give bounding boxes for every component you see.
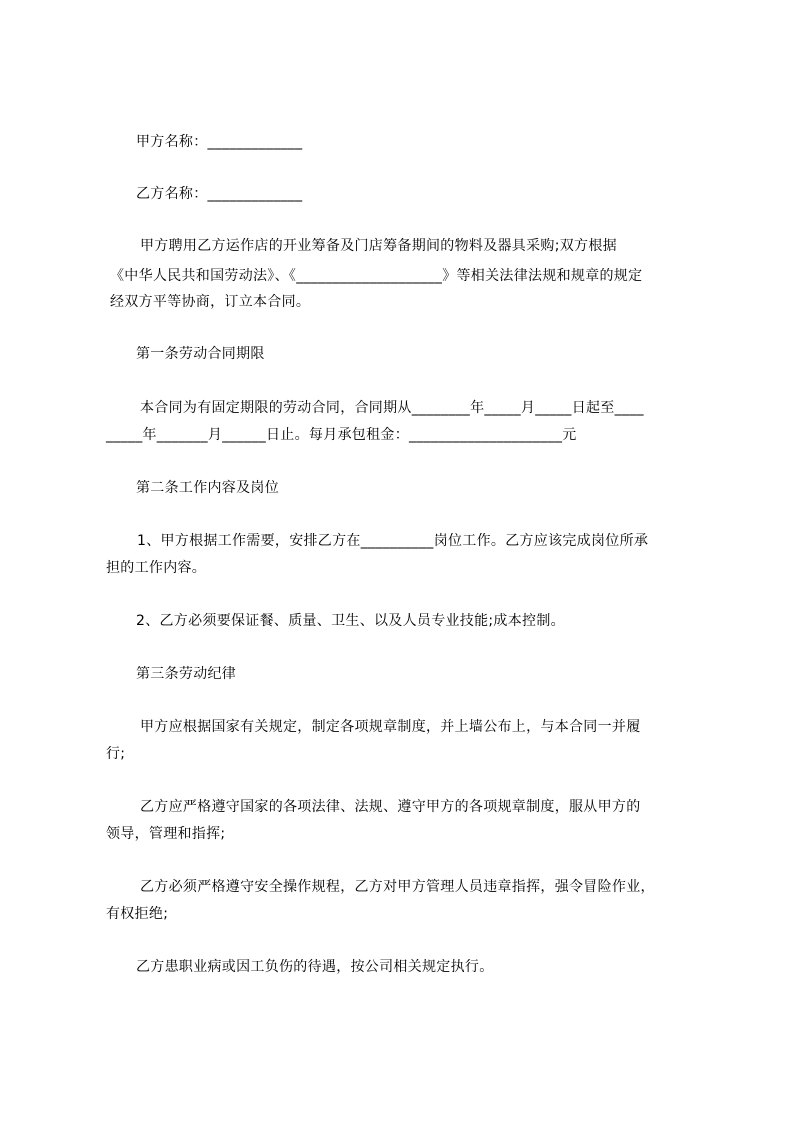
article-3-para-1-line-1: 甲方应根据国家有关规定，制定各项规章制度，并上墙公布上，与本合同一并履 xyxy=(140,719,641,735)
intro-line-3: 经双方平等协商，订立本合同。 xyxy=(110,294,311,310)
article-2-item-1-line-1: 1、甲方根据工作需要，安排乙方在__________岗位工作。乙方应该完成岗位所承 xyxy=(137,533,649,549)
article-1-line-1: 本合同为有固定期限的劳动合同，合同期从________年_____月_____日起至____ xyxy=(140,400,644,416)
article-1-line-2: _____年_______月______日止。每月承包租金：_____________________元 xyxy=(106,427,577,443)
article-3-para-4: 乙方患职业病或因工负伤的待遇，按公司相关规定执行。 xyxy=(136,959,494,975)
article-2-item-1-line-2: 担的工作内容。 xyxy=(106,560,207,576)
article-3-para-2-line-1: 乙方应严格遵守国家的各项法律、法规、遵守甲方的各项规章制度，服从甲方的 xyxy=(140,799,641,815)
intro-line-1: 甲方聘用乙方运作店的开业筹备及门店筹备期间的物料及器具采购;双方根据 xyxy=(140,238,617,254)
article-1-title: 第一条劳动合同期限 xyxy=(136,346,265,362)
article-3-title: 第三条劳动纪律 xyxy=(136,666,237,682)
article-2-item-2: 2、乙方必须要保证餐、质量、卫生、以及人员专业技能;成本控制。 xyxy=(136,613,565,629)
article-3-para-3-line-2: 有权拒绝; xyxy=(106,906,169,922)
article-2-title: 第二条工作内容及岗位 xyxy=(136,480,279,496)
party-a-name: 甲方名称：_____________ xyxy=(136,134,303,150)
article-3-para-3-line-1: 乙方必须严格遵守安全操作规程，乙方对甲方管理人员违章指挥，强令冒险作业， xyxy=(140,879,655,895)
intro-line-2: 《中华人民共和国劳动法》、《____________________》等相关法律法规和规章的规定 xyxy=(110,268,643,284)
article-3-para-1-line-2: 行; xyxy=(106,746,126,762)
party-b-name: 乙方名称：_____________ xyxy=(136,186,303,202)
article-3-para-2-line-2: 领导，管理和指挥; xyxy=(106,826,226,842)
